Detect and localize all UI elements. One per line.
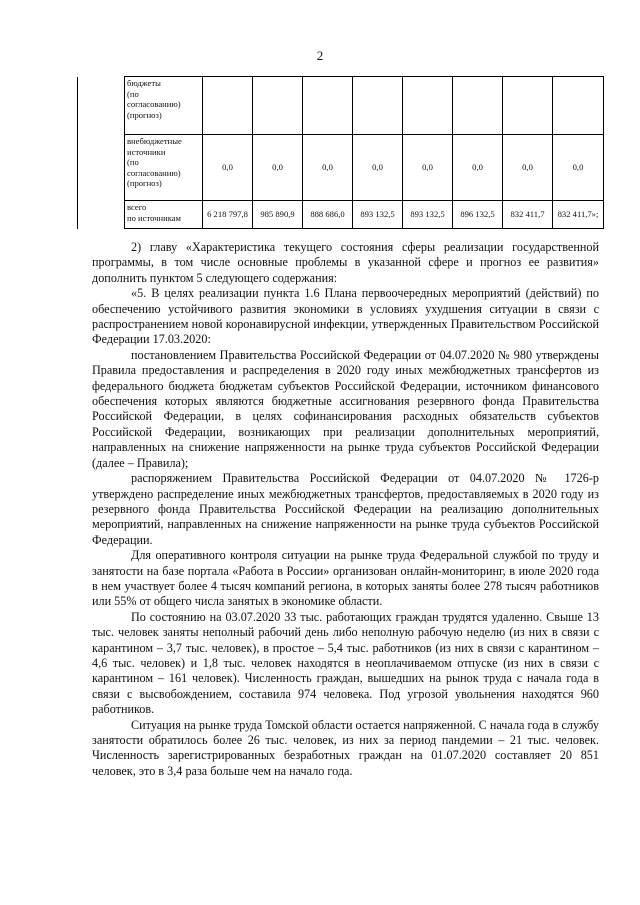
table-cell: 0,0 [453,135,503,201]
table-cell: 832 411,7 [503,201,553,229]
table-row [78,135,604,201]
table-cell [403,77,453,135]
table-cell: 0,0 [503,135,553,201]
label-line: согласованию) [127,167,181,178]
table-empty-cell [78,135,125,201]
paragraph: распоряжением Правительства Российской Федерации от 04.07.2020 № 1726-р утверждено распределение иных межбюджетных трансфертов, предоставляемых в 2020 году из резервного фонда Правительства Российской Федерации на реализацию дополнительных мероприятий, направленных на снижение напряженности на рынке труда субъектов Российской Федерации. [92,471,599,547]
label-line: всего [127,202,147,212]
table-empty-cell [78,201,125,229]
table-cell: 893 132,5 [403,201,453,229]
table-cell: 893 132,5 [353,201,403,229]
table-cell [253,77,303,135]
label-line: источники [127,146,166,157]
table-row [78,201,604,229]
table-cell [203,77,253,135]
paragraph: 2) главу «Характеристика текущего состояния сферы реализации государственной программы, в том числе основные проблемы в указанной сфере и прогноз ее развития» дополнить пунктом 5 следующего содержания: [92,240,599,285]
table-cell: 832 411,7»; [553,201,604,229]
label-line: (по [127,157,139,167]
table-cell: 0,0 [253,135,303,201]
table-cell [453,77,503,135]
paragraph: «5. В целях реализации пункта 1.6 Плана первоочередных мероприятий (действий) по обеспечению устойчивого развития экономики в условиях ухудшения ситуации в связи с распространением новой коронавирусной инфекции, утвержденных Правительством Российской Федерации 17.03.2020: [92,286,599,347]
table-cell [303,77,353,135]
table-cell: 888 686,0 [303,201,353,229]
table-cell: 0,0 [203,135,253,201]
table-cell: 896 132,5 [453,201,503,229]
label-line: внебюджетные [127,136,182,146]
table-cell: 6 218 797,8 [203,201,253,229]
paragraph: По состоянию на 03.07.2020 33 тыс. работающих граждан трудятся удаленно. Свыше 13 тыс. человек заняты неполный рабочий день либо неполную рабочую неделю (из них в связи с карантином – 3,7 тыс. человек), в простое – 5,4 тыс. работников (из них в связи с карантином – 4,6 тыс. человек) и 1,8 тыс. человек находятся в неоплачиваемом отпуске (из них в связи с карантином – 161 человек). Численность граждан, вышедших на рынок труда с начала года в связи с высвобождением, составила 974 человека. Под угрозой увольнения находятся 960 работников. [92,609,599,717]
table-empty-cell [78,77,125,135]
table-row [78,77,604,135]
label-line: (по [127,88,139,99]
paragraph: постановлением Правительства Российской Федерации от 04.07.2020 № 980 утверждены Правила предоставления и распределения в 2020 году иных межбюджетных трансфертов из федерального бюджета бюджетам субъектов Российской Федерации, источником финансового обеспечения которых являются бюджетные ассигнования резервного фонда Правительства Российской Федерации, в целях софинансирования расходных обязательств субъектов Российской Федерации, возникающих при реализации дополнительных мероприятий, направленных на снижение напряженности на рынке труда субъектов Российской Федерации (далее – Правила); [92,347,599,470]
table-cell: 0,0 [353,135,403,201]
budget-table [77,76,604,229]
table-cell: 0,0 [553,135,604,201]
paragraph: Ситуация на рынке труда Томской области остается напряженной. С начала года в службу занятости обратилось более 26 тыс. человек, из них за период пандемии – 21 тыс. человек. Численность зарегистрированных безработных граждан на 01.07.2020 составляет 20 851 человек, это в 3,4 раза больше чем на начало года. [92,717,599,778]
label-line: по источникам [127,212,181,223]
page-number: 2 [316,48,324,63]
table-cell: 0,0 [303,135,353,201]
table-cell: 985 890,9 [253,201,303,229]
label-line: согласованию) [127,99,181,109]
table-cell: 0,0 [403,135,453,201]
table-cell [553,77,604,135]
label-line: бюджеты [127,78,161,88]
table-row-label [125,77,203,135]
table-row-label [125,201,203,229]
table-cell [503,77,553,135]
table-cell [353,77,403,135]
paragraph: Для оперативного контроля ситуации на рынке труда Федеральной службой по труду и занятости на базе портала «Работа в России» организован онлайн-мониторинг, в июле 2020 года в нем участвует более 4 тысяч компаний региона, в которых заняты более 278 тысяч работников или 55% от общего числа занятых в экономике области. [92,548,599,609]
body-text [92,240,599,779]
label-line: (прогноз) [127,109,162,120]
table-row-label [125,135,203,201]
label-line: (прогноз) [127,178,162,188]
